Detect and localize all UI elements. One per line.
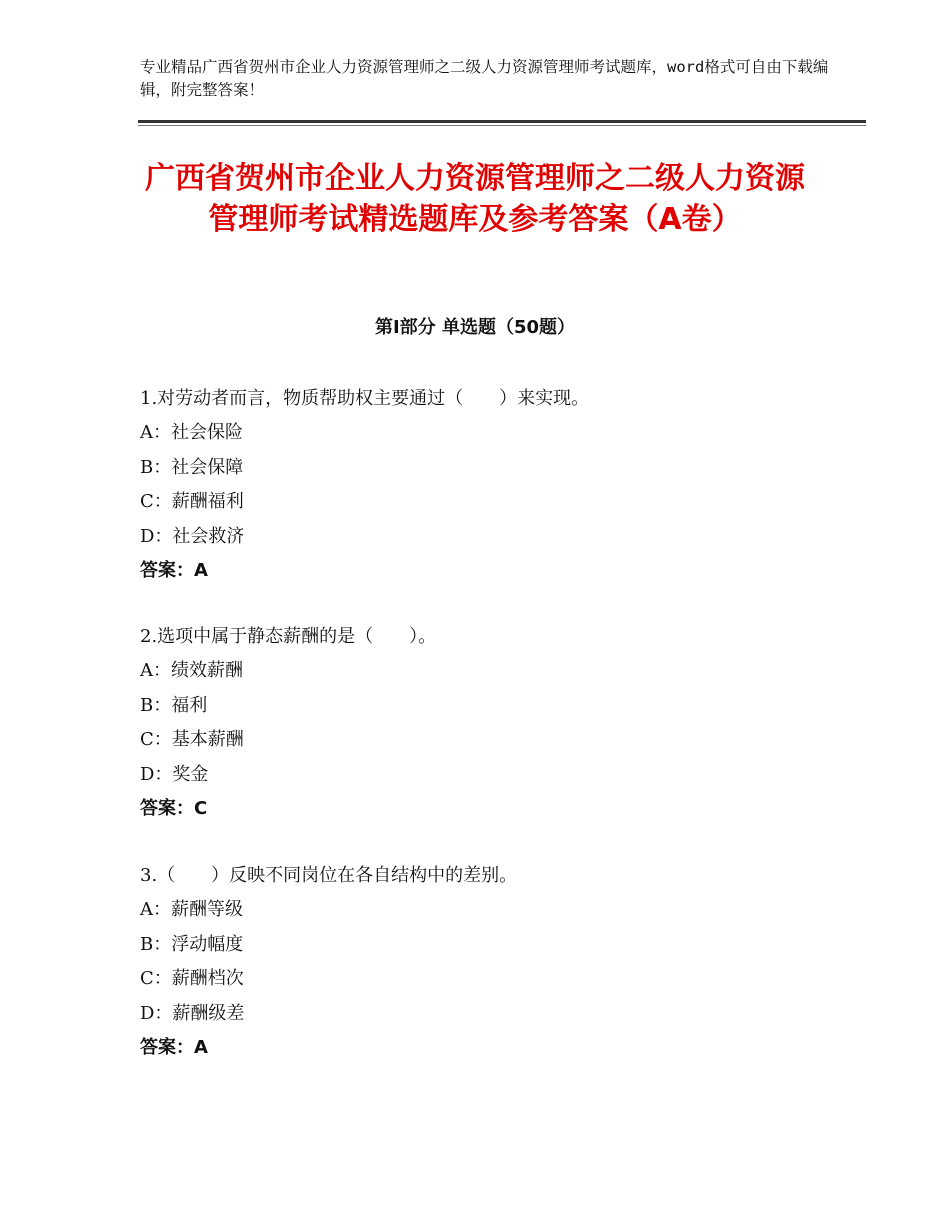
option-d: D：社会救济 bbox=[140, 525, 245, 547]
answer: 答案：A bbox=[140, 1036, 208, 1058]
question-stem: 1.对劳动者而言，物质帮助权主要通过（ ）来实现。 bbox=[140, 388, 590, 409]
question-3 bbox=[140, 859, 820, 1065]
option-a: A：绩效薪酬 bbox=[140, 660, 243, 682]
option-c: C：基本薪酬 bbox=[140, 729, 244, 751]
section-heading: 第Ⅰ部分 单选题（50题） bbox=[374, 317, 575, 338]
option-b: B：浮动幅度 bbox=[140, 933, 244, 955]
option-d: D：薪酬级差 bbox=[140, 1002, 245, 1024]
header-note: 专业精品广西省贺州市企业人力资源管理师之二级人力资源管理师考试题库，word格式可自由下载编辑，附完整答案！ bbox=[140, 58, 829, 99]
option-c: C：薪酬福利 bbox=[140, 491, 244, 513]
answer: 答案：C bbox=[140, 797, 208, 819]
option-b: B：福利 bbox=[140, 694, 208, 716]
document-title: 广西省贺州市企业人力资源管理师之二级人力资源管理师考试精选题库及参考答案（A卷） bbox=[145, 161, 805, 237]
option-b: B：社会保障 bbox=[140, 456, 244, 478]
option-d: D：奖金 bbox=[140, 763, 209, 785]
option-c: C：薪酬档次 bbox=[140, 968, 244, 990]
question-stem: 3.（ ）反映不同岗位在各自结构中的差别。 bbox=[140, 865, 518, 886]
question-1 bbox=[140, 382, 820, 588]
question-stem: 2.选项中属于静态薪酬的是（ ）。 bbox=[140, 626, 437, 647]
answer: 答案：A bbox=[140, 559, 208, 581]
question-2 bbox=[140, 620, 820, 826]
header-divider-thick bbox=[138, 120, 866, 123]
header-divider-thin bbox=[138, 125, 866, 126]
option-a: A：薪酬等级 bbox=[140, 899, 243, 921]
option-a: A：社会保险 bbox=[140, 422, 243, 444]
